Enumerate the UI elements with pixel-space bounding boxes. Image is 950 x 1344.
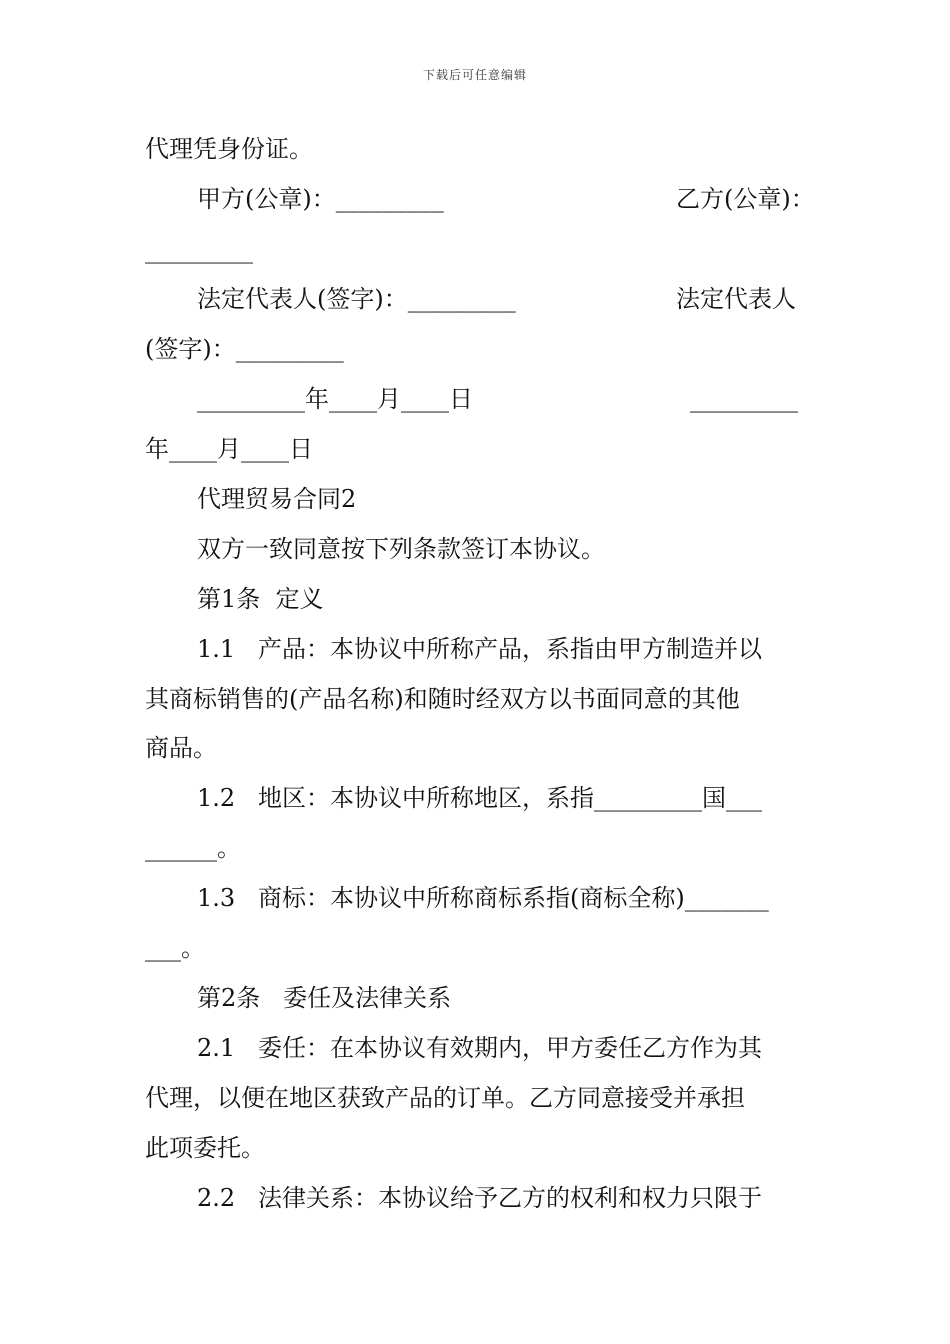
paragraph-line: 代理凭身份证。 — [145, 135, 313, 163]
page-header: 下载后可任意编辑 — [422, 68, 527, 82]
clause-line: 1.3 商标：本协议中所称商标系指(商标全称)_______ — [197, 884, 769, 912]
party-a-representative-line: 法定代表人(签字)：_________ — [197, 285, 516, 313]
clause-line: 其商标销售的(产品名称)和随时经双方以书面同意的其他 — [145, 685, 740, 713]
party-b-seal-label: 乙方(公章)： — [676, 185, 815, 213]
party-b-date-blank: _________ — [690, 385, 798, 413]
party-b-signature-line: (签字)：_________ — [145, 335, 344, 363]
clause-line: 此项委托。 — [145, 1134, 265, 1162]
clause-line: 1.1 产品：本协议中所称产品，系指由甲方制造并以 — [197, 635, 763, 663]
clause-line: 商品。 — [145, 734, 217, 762]
article-heading: 第1条 定义 — [197, 585, 324, 613]
clause-line: 2.1 委任：在本协议有效期内，甲方委任乙方作为其 — [197, 1034, 763, 1062]
party-b-date-line: 年____月____日 — [145, 435, 313, 463]
clause-line: 代理，以便在地区获致产品的订单。乙方同意接受并承担 — [145, 1084, 745, 1112]
party-a-seal-line: 甲方(公章)：_________ — [197, 185, 444, 213]
clause-line: 1.2 地区：本协议中所称地区，系指_________国___ — [197, 784, 763, 812]
paragraph-line: 双方一致同意按下列条款签订本协议。 — [197, 535, 605, 563]
party-b-seal-blank: _________ — [145, 236, 253, 264]
party-b-representative-label: 法定代表人 — [676, 285, 796, 313]
clause-line: ______。 — [145, 834, 241, 862]
clause-line: ___。 — [145, 934, 205, 962]
contract-title: 代理贸易合同2 — [197, 485, 357, 513]
clause-line: 2.2 法律关系：本协议给予乙方的权利和权力只限于 — [197, 1184, 763, 1212]
party-a-date-line: _________年____月____日 — [197, 385, 473, 413]
article-heading: 第2条 委任及法律关系 — [197, 984, 452, 1012]
